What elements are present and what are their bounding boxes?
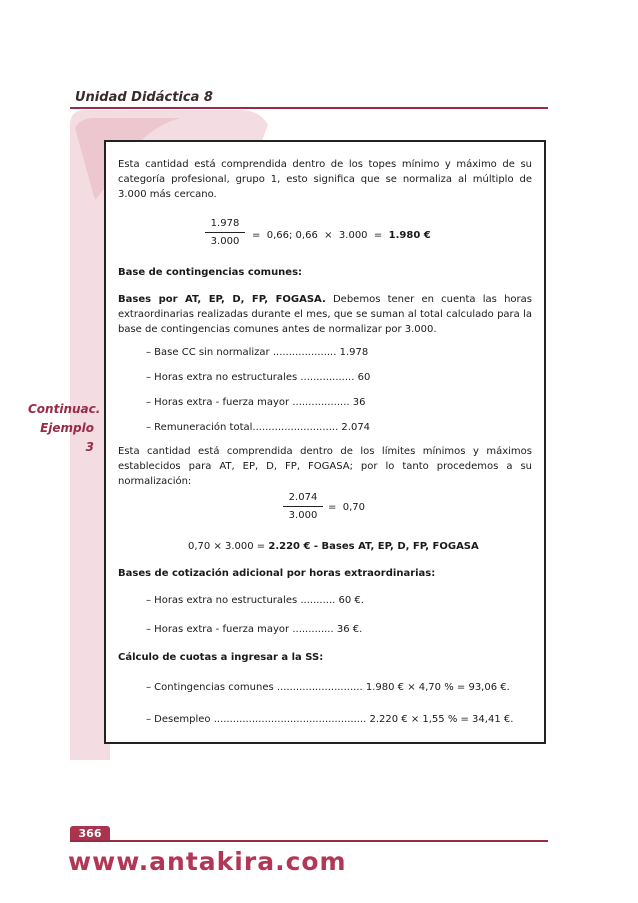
side-label-line1: Continuac. xyxy=(28,402,101,416)
heading-adicional: Bases de cotización adicional por horas extraordinarias: xyxy=(118,568,436,579)
eq1-denominator: 3.000 xyxy=(210,236,240,247)
intro-paragraph: Esta cantidad está comprendida dentro de los topes mínimo y máximo de su categoría profesional, grupo 1, esto significa que se normaliza al múltiplo de 3.000 más cercano. xyxy=(118,159,532,200)
list-item: – Desempleo ................................................ 2.220 € × 1,55 % = 34,41 €. xyxy=(146,714,514,725)
eq2-fraction-line xyxy=(283,506,323,507)
eq3-prefix: 0,70 × 3.000 = xyxy=(188,541,269,552)
side-label-line2: Ejemplo 3 xyxy=(40,421,94,454)
heading-contingencias: Base de contingencias comunes: xyxy=(118,267,303,278)
bases-paragraph xyxy=(118,292,532,337)
list-item: – Horas extra no estructurales ................. 60 xyxy=(146,372,371,383)
eq1-result: 1.980 € xyxy=(388,230,431,241)
side-label xyxy=(28,400,101,457)
eq2-denominator: 3.000 xyxy=(288,510,318,521)
list-item: – Horas extra - fuerza mayor .................. 36 xyxy=(146,397,366,408)
list-item: – Base CC sin normalizar .................... 1.978 xyxy=(146,347,369,358)
eq1-fraction-line xyxy=(205,232,245,233)
bases-text: Debemos tener en cuenta las horas extraordinarias realizadas durante el mes, que se suman al total calculado para la base de contingencias comunes antes de normalizar por 3.000. xyxy=(118,294,532,335)
list-item: – Remuneración total........................... 2.074 xyxy=(146,422,371,433)
page-number: 366 xyxy=(70,826,110,842)
list-item: – Horas extra - fuerza mayor ............. 36 €. xyxy=(146,624,363,635)
equation-1-fraction xyxy=(205,218,245,247)
unit-title: Unidad Didáctica 8 xyxy=(75,90,213,105)
limits-paragraph: Esta cantidad está comprendida dentro de los límites mínimos y máximos establecidos para AT, EP, D, FP, FOGASA; por lo tanto procedemos a su normalización: xyxy=(118,446,532,487)
bases-title: Bases por AT, EP, D, FP, FOGASA. xyxy=(118,294,326,305)
eq3-result: 2.220 € - Bases AT, EP, D, FP, FOGASA xyxy=(268,541,479,552)
header-rule xyxy=(70,107,548,109)
eq1-numerator: 1.978 xyxy=(210,218,240,229)
eq2-numerator: 2.074 xyxy=(288,492,318,503)
list-item: – Horas extra no estructurales ........... 60 €. xyxy=(146,595,364,606)
equation-3 xyxy=(188,541,479,552)
footer-url: www.antakira.com xyxy=(68,847,347,876)
equation-1-rest xyxy=(252,230,431,241)
eq1-rest: = 0,66; 0,66 × 3.000 = xyxy=(252,230,389,241)
eq2-rest: = 0,70 xyxy=(328,502,366,513)
footer-rule xyxy=(70,840,548,842)
list-item: – Contingencias comunes ........................... 1.980 € × 4,70 % = 93,06 €. xyxy=(146,682,510,693)
equation-2-fraction xyxy=(283,492,323,521)
heading-cuotas: Cálculo de cuotas a ingresar a la SS: xyxy=(118,652,324,663)
